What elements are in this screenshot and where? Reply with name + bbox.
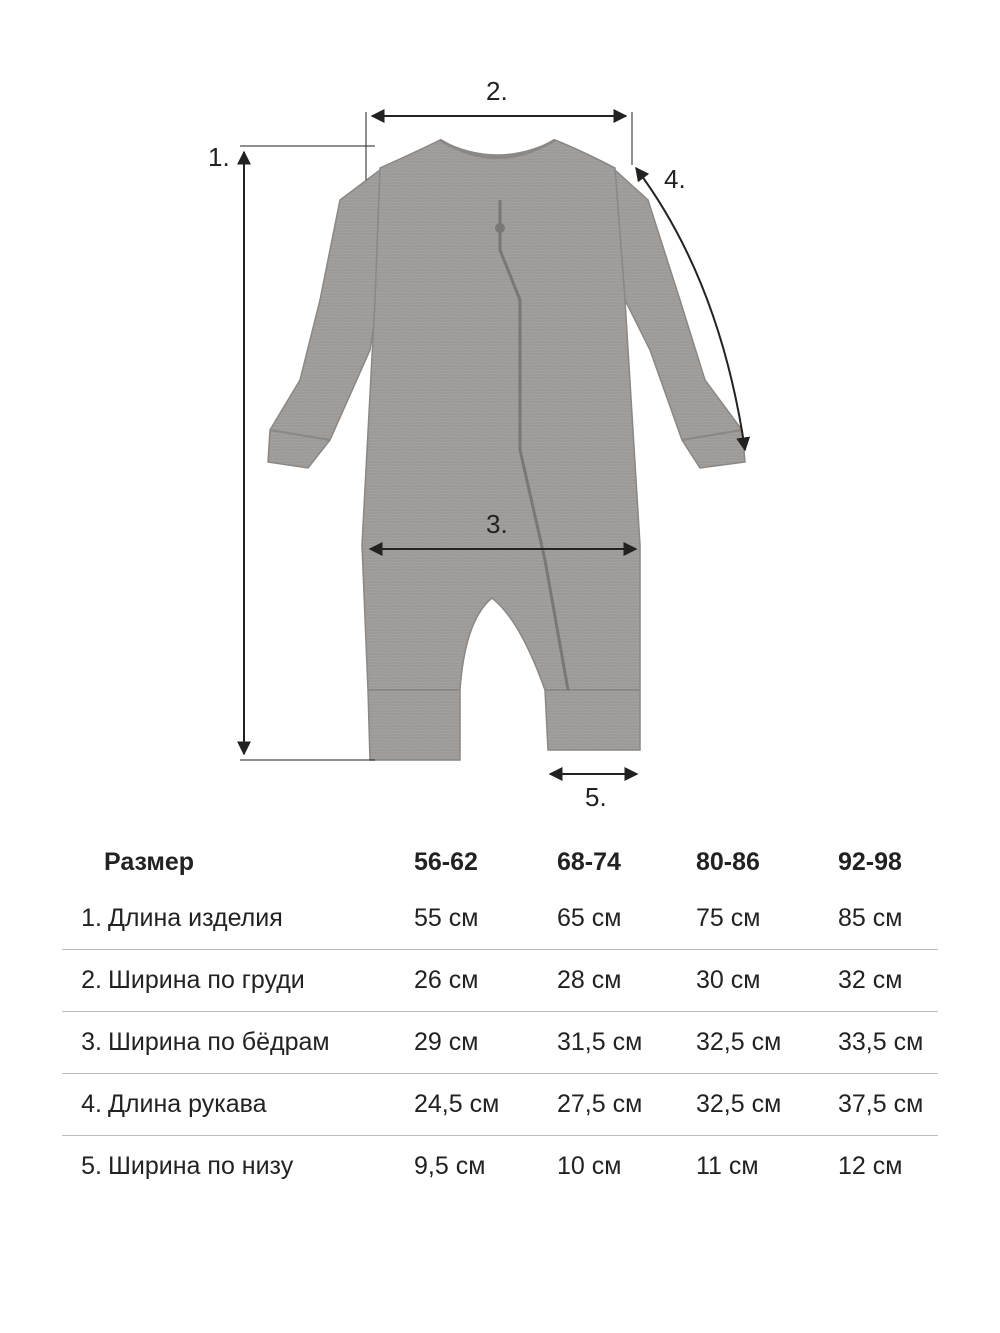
row-label: [68, 888, 283, 949]
table-cell: 26 см: [414, 966, 479, 994]
table-cell: 27,5 см: [557, 1090, 643, 1118]
table-row: [62, 1012, 938, 1074]
table-cell: 31,5 см: [557, 1028, 643, 1056]
table-cell: 65 см: [557, 904, 622, 932]
table-cell: 55 см: [414, 904, 479, 932]
table-cell: 32,5 см: [696, 1090, 782, 1118]
row-name: Длина изделия: [108, 904, 283, 932]
table-cell: 32 см: [838, 966, 903, 994]
table-row: [62, 1074, 938, 1136]
header-label: Размер: [104, 847, 195, 876]
size-table: [62, 836, 938, 1197]
row-name: Ширина по низу: [108, 1152, 294, 1180]
header-size: 68-74: [557, 847, 621, 876]
table-cell: 37,5 см: [838, 1090, 924, 1118]
row-number: 2.: [81, 966, 102, 994]
row-label: [68, 1136, 293, 1197]
table-cell: 33,5 см: [838, 1028, 924, 1056]
row-label: [68, 950, 305, 1011]
table-cell: 32,5 см: [696, 1028, 782, 1056]
table-cell: 10 см: [557, 1152, 622, 1180]
label-chest: 2.: [486, 76, 508, 106]
label-bottom: 5.: [585, 782, 607, 812]
header-size: 92-98: [838, 847, 902, 876]
table-cell: 11 см: [696, 1152, 759, 1180]
table-cell: 29 см: [414, 1028, 479, 1056]
label-length: 1.: [208, 142, 230, 172]
row-number: 3.: [81, 1028, 102, 1056]
header-size: 80-86: [696, 847, 760, 876]
romper-icon: [268, 140, 745, 760]
table-cell: 85 см: [838, 904, 903, 932]
table-cell: 75 см: [696, 904, 761, 932]
row-label: [68, 1012, 330, 1073]
label-sleeve: 4.: [664, 164, 686, 194]
table-cell: 30 см: [696, 966, 761, 994]
label-hips: 3.: [486, 509, 508, 539]
header-size: 56-62: [414, 847, 478, 876]
table-header: [62, 836, 938, 888]
table-cell: 9,5 см: [414, 1152, 486, 1180]
table-cell: 28 см: [557, 966, 622, 994]
table-cell: 12 см: [838, 1152, 903, 1180]
dimension-bottom: [550, 774, 637, 812]
table-row: [62, 1136, 938, 1197]
row-number: 1.: [81, 904, 102, 932]
table-row: [62, 950, 938, 1012]
table-cell: 24,5 см: [414, 1090, 500, 1118]
row-name: Длина рукава: [108, 1090, 267, 1118]
table-row: [62, 888, 938, 950]
row-label: [68, 1074, 267, 1135]
row-number: 5.: [81, 1152, 102, 1180]
row-name: Ширина по груди: [108, 966, 305, 994]
row-number: 4.: [81, 1090, 102, 1118]
row-name: Ширина по бёдрам: [108, 1028, 330, 1056]
